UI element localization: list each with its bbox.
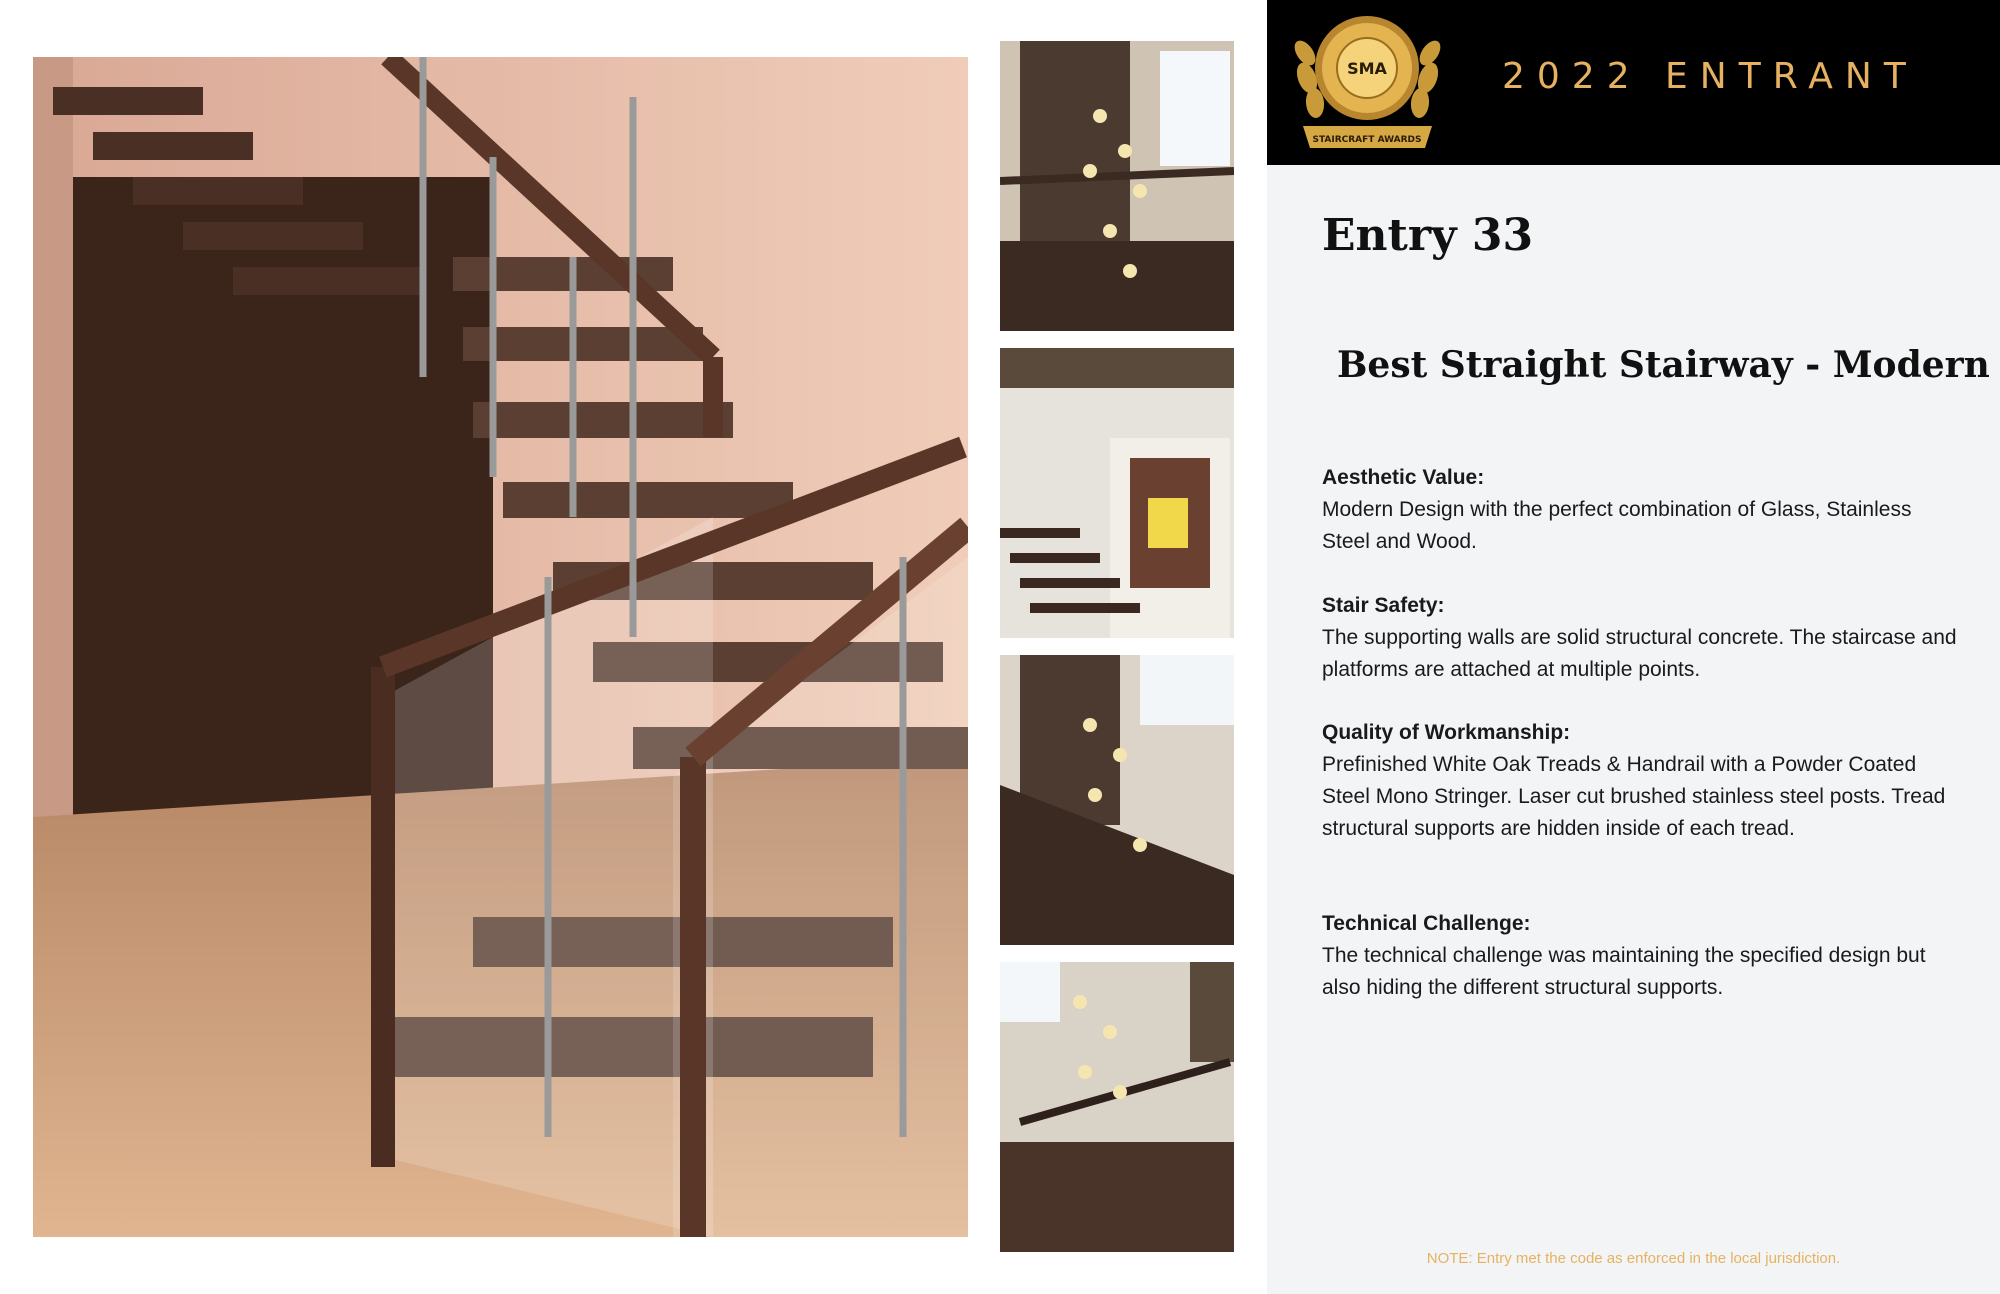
entrant-header <box>1267 0 2000 165</box>
section-body: Modern Design with the perfect combination of Glass, Stainless Steel and Wood. <box>1322 498 1912 553</box>
entry-info-panel <box>1267 0 2000 1294</box>
section-heading: Quality of Workmanship: <box>1322 721 1571 744</box>
entry-title: Entry 33 <box>1322 210 1534 261</box>
sma-award-badge <box>1285 8 1450 158</box>
code-compliance-note: NOTE: Entry met the code as enforced in the local jurisdiction. <box>1426 1250 1841 1267</box>
badge-ribbon-text: STAIRCRAFT AWARDS <box>1312 135 1422 145</box>
section-technical-challenge <box>1322 908 1962 1004</box>
section-quality-of-workmanship <box>1322 717 1962 845</box>
section-aesthetic-value <box>1322 462 1962 558</box>
section-body: Prefinished White Oak Treads & Handrail with a Powder Coated Steel Mono Stringer. Laser cut brushed stainless steel posts. Tread structural supports are hidden inside of each tread. <box>1322 753 1946 840</box>
thumbnail-photo-1[interactable] <box>1000 41 1234 331</box>
badge-initials: SMA <box>1347 59 1387 78</box>
thumbnail-photo-3[interactable] <box>1000 655 1234 945</box>
thumbnail-photo-2[interactable] <box>1000 348 1234 638</box>
award-category: Best Straight Stairway - Modern <box>1337 344 1990 386</box>
entrant-label: 2022 ENTRANT <box>1502 56 1918 97</box>
section-heading: Stair Safety: <box>1322 594 1445 617</box>
thumbnail-photo-4[interactable] <box>1000 962 1234 1252</box>
section-body: The supporting walls are solid structural concrete. The staircase and platforms are attached at multiple points. <box>1322 626 1957 681</box>
section-stair-safety <box>1322 590 1962 686</box>
section-body: The technical challenge was maintaining the specified design but also hiding the different structural supports. <box>1322 944 1926 999</box>
section-heading: Technical Challenge: <box>1322 912 1531 935</box>
main-stair-photo <box>33 57 968 1237</box>
section-heading: Aesthetic Value: <box>1322 466 1485 489</box>
